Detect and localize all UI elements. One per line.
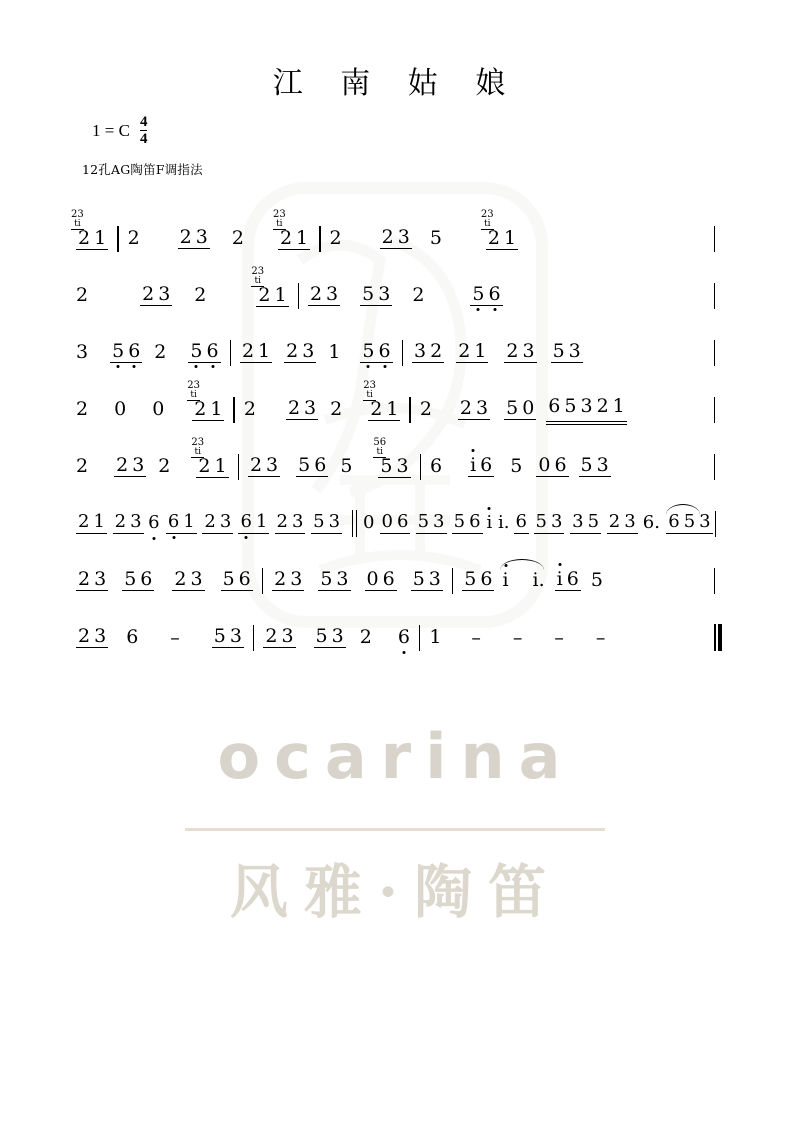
- score-line: 23 ti 2 1 2 2 3 2 23 ti 2 1 2 2 3 5 23 ti 2 1: [74, 210, 722, 267]
- barline: [238, 454, 239, 480]
- score-line: 3 5 6 2 5 6 2 1 2 3 1 5 6 3 2 2 1 2 3 5 3: [74, 324, 722, 381]
- barline: [409, 397, 410, 423]
- key-signature-block: [92, 115, 147, 147]
- watermark-brand-latin: ocarina: [217, 720, 575, 793]
- barline: [452, 568, 453, 594]
- barline: [714, 340, 715, 366]
- barline: [253, 625, 254, 651]
- repeat-barline: [352, 510, 360, 537]
- fingering-note: 12孔AG陶笛F调指法: [82, 162, 203, 177]
- note-group: 23 ti 2 1: [191, 436, 227, 477]
- barline: [230, 340, 231, 366]
- time-signature-denominator: 4: [139, 131, 148, 147]
- fingering-annotation: 23 ti: [480, 208, 494, 229]
- fingering-annotation: 23 ti: [272, 208, 286, 229]
- time-signature: [140, 115, 148, 147]
- fingering-annotation: 23 ti: [191, 436, 205, 457]
- barline: [319, 226, 320, 252]
- watermark-brand-cn: 风雅·陶笛: [229, 858, 563, 926]
- barline: [117, 226, 118, 252]
- score-line: 2 0 0 23 ti 2 1 2 2 3 2 23 ti 2 1 2 2 3 5 0 6 5 3 2 1: [74, 381, 722, 438]
- barline: [298, 283, 299, 309]
- fingering-annotation: 23 ti: [71, 208, 84, 229]
- barline: [714, 397, 715, 423]
- barline: [714, 283, 715, 309]
- barline: [402, 340, 403, 366]
- key-label: 1 = C: [92, 121, 130, 140]
- tie-slur: [500, 559, 544, 570]
- score-body: [71, 208, 722, 666]
- time-signature-numerator: 4: [139, 114, 148, 130]
- note-group: 23 ti 2 1: [251, 265, 287, 306]
- barline: [262, 568, 263, 594]
- page-title: 江 南 姑 娘: [272, 66, 520, 101]
- note-group: 23 ti 2 1: [363, 379, 399, 420]
- fingering-annotation: 56 ti: [373, 436, 387, 457]
- note-group: 23 ti 2 1: [272, 208, 309, 249]
- fingering-annotation: 23 ti: [251, 265, 265, 286]
- note-group: 23 ti 2 1: [187, 379, 223, 420]
- barline: [714, 226, 715, 252]
- note-group: 23 ti 2 1: [480, 208, 517, 249]
- fingering-annotation: 23 ti: [187, 379, 201, 400]
- barline: [714, 568, 715, 594]
- note-group: 56 ti 5 3: [373, 436, 409, 477]
- score-line: 2 3 6 – 5 3 2 3 5 3 2 6 1 – – – –: [74, 609, 722, 666]
- note-group: 23 ti 2 1: [71, 208, 107, 249]
- score-line: 2 3 5 6 2 3 5 6 2 3 5 3 0 6 5 3 5 6 i i. i 6 5: [74, 552, 722, 609]
- fingering-annotation: 23 ti: [363, 379, 376, 400]
- barline: [233, 397, 234, 423]
- barline: [420, 454, 421, 480]
- watermark-divider: [185, 828, 605, 831]
- score-line: 2 2 3 2 23 ti 2 1 2 3 5 6 5 56 ti 5 3 6 i 6 5 0 6 5 3: [74, 438, 722, 495]
- score-line: 2 1 2 3 6 6 1 2 3 6 1 2 3 5 3 0 0 6 5 3 5 6 i i. 6 5 3 3 5 2 3 6. 6 5 3: [74, 495, 722, 552]
- final-barline: [714, 624, 722, 651]
- score-line: 2 2 3 2 23 ti 2 1 2 3 5 3 2 5 6: [74, 267, 722, 324]
- barline: [714, 454, 715, 480]
- barline: [419, 625, 420, 651]
